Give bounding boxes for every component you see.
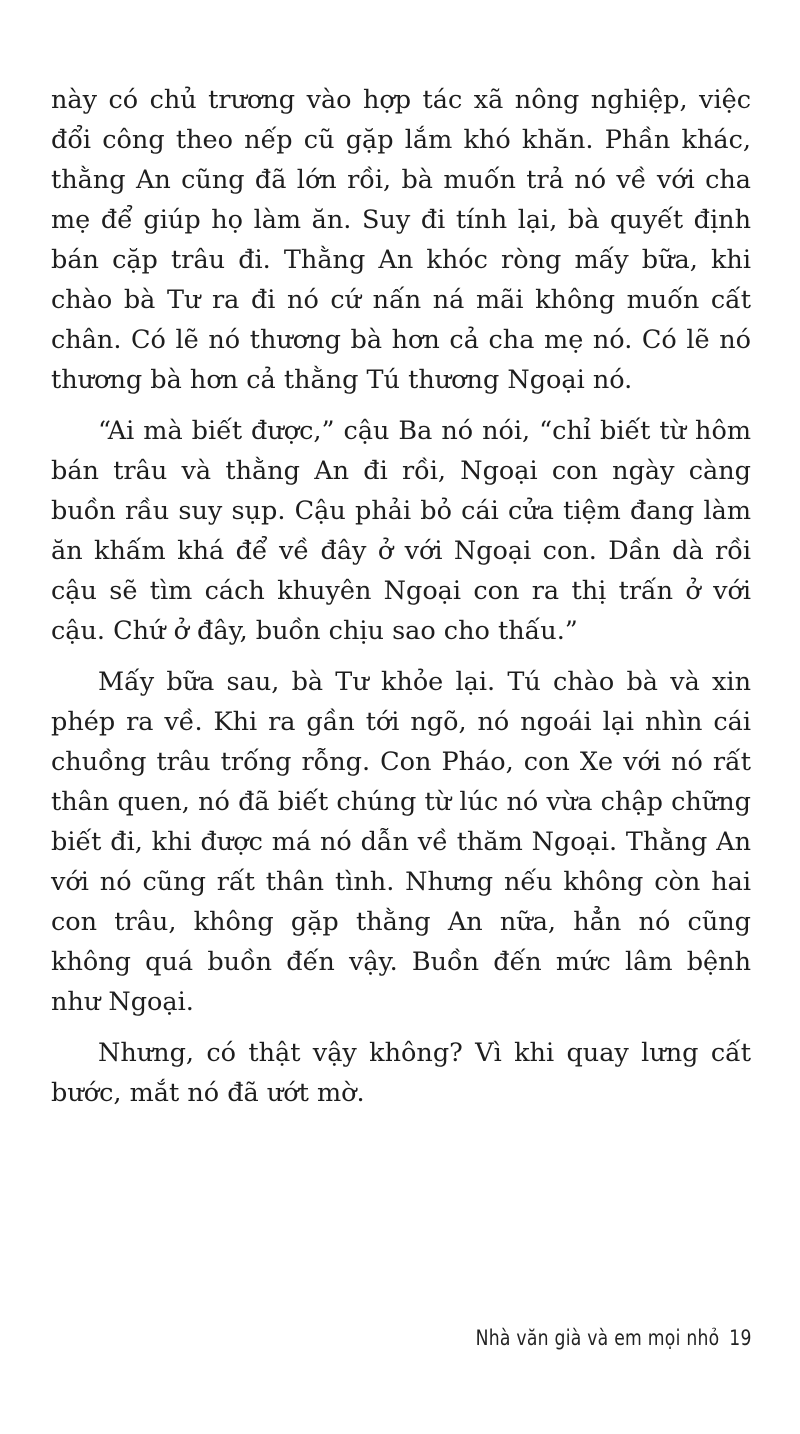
- body-text: [51, 80, 751, 1113]
- paragraph: Mấy bữa sau, bà Tư khỏe lại. Tú chào bà và xin phép ra về. Khi ra gần tới ngõ, nó ngoái lại nhìn cái chuồng trâu trống rỗng. Con Pháo, con Xe với nó rất thân quen, nó đã biết chúng từ lúc nó vừa chập chững biết đi, khi được má nó dẫn về thăm Ngoại. Thằng An với nó cũng rất thân tình. Nhưng nếu không còn hai con trâu, không gặp thằng An nữa, hẳn nó cũng không quá buồn đến vậy. Buồn đến mức lâm bệnh như Ngoại.: [51, 667, 751, 1017]
- footer-book-title: Nhà văn già và em mọi nhỏ: [475, 1326, 720, 1350]
- paragraph-continued: này có chủ trương vào hợp tác xã nông nghiệp, việc đổi công theo nếp cũ gặp lắm khó khăn. Phần khác, thằng An cũng đã lớn rồi, bà muốn trả nó về với cha mẹ để giúp họ làm ăn. Suy đi tính lại, bà quyết định bán cặp trâu đi. Thằng An khóc ròng mấy bữa, khi chào bà Tư ra đi nó cứ nấn ná mãi không muốn cất chân. Có lẽ nó thương bà hơn cả cha mẹ nó. Có lẽ nó thương bà hơn cả thằng Tú thương Ngoại nó.: [51, 85, 751, 395]
- paragraph-closing: Nhưng, có thật vậy không? Vì khi quay lưng cất bước, mắt nó đã ướt mờ.: [51, 1038, 751, 1108]
- page-number: 19: [729, 1326, 752, 1350]
- paragraph-dialogue: “Ai mà biết được,” cậu Ba nó nói, “chỉ biết từ hôm bán trâu và thằng An đi rồi, Ngoại con ngày càng buồn rầu suy sụp. Cậu phải bỏ cái cửa tiệm đang làm ăn khấm khá để về đây ở với Ngoại con. Dần dà rồi cậu sẽ tìm cách khuyên Ngoại con ra thị trấn ở với cậu. Chứ ở đây, buồn chịu sao cho thấu.”: [51, 416, 751, 646]
- running-footer: [476, 1326, 752, 1350]
